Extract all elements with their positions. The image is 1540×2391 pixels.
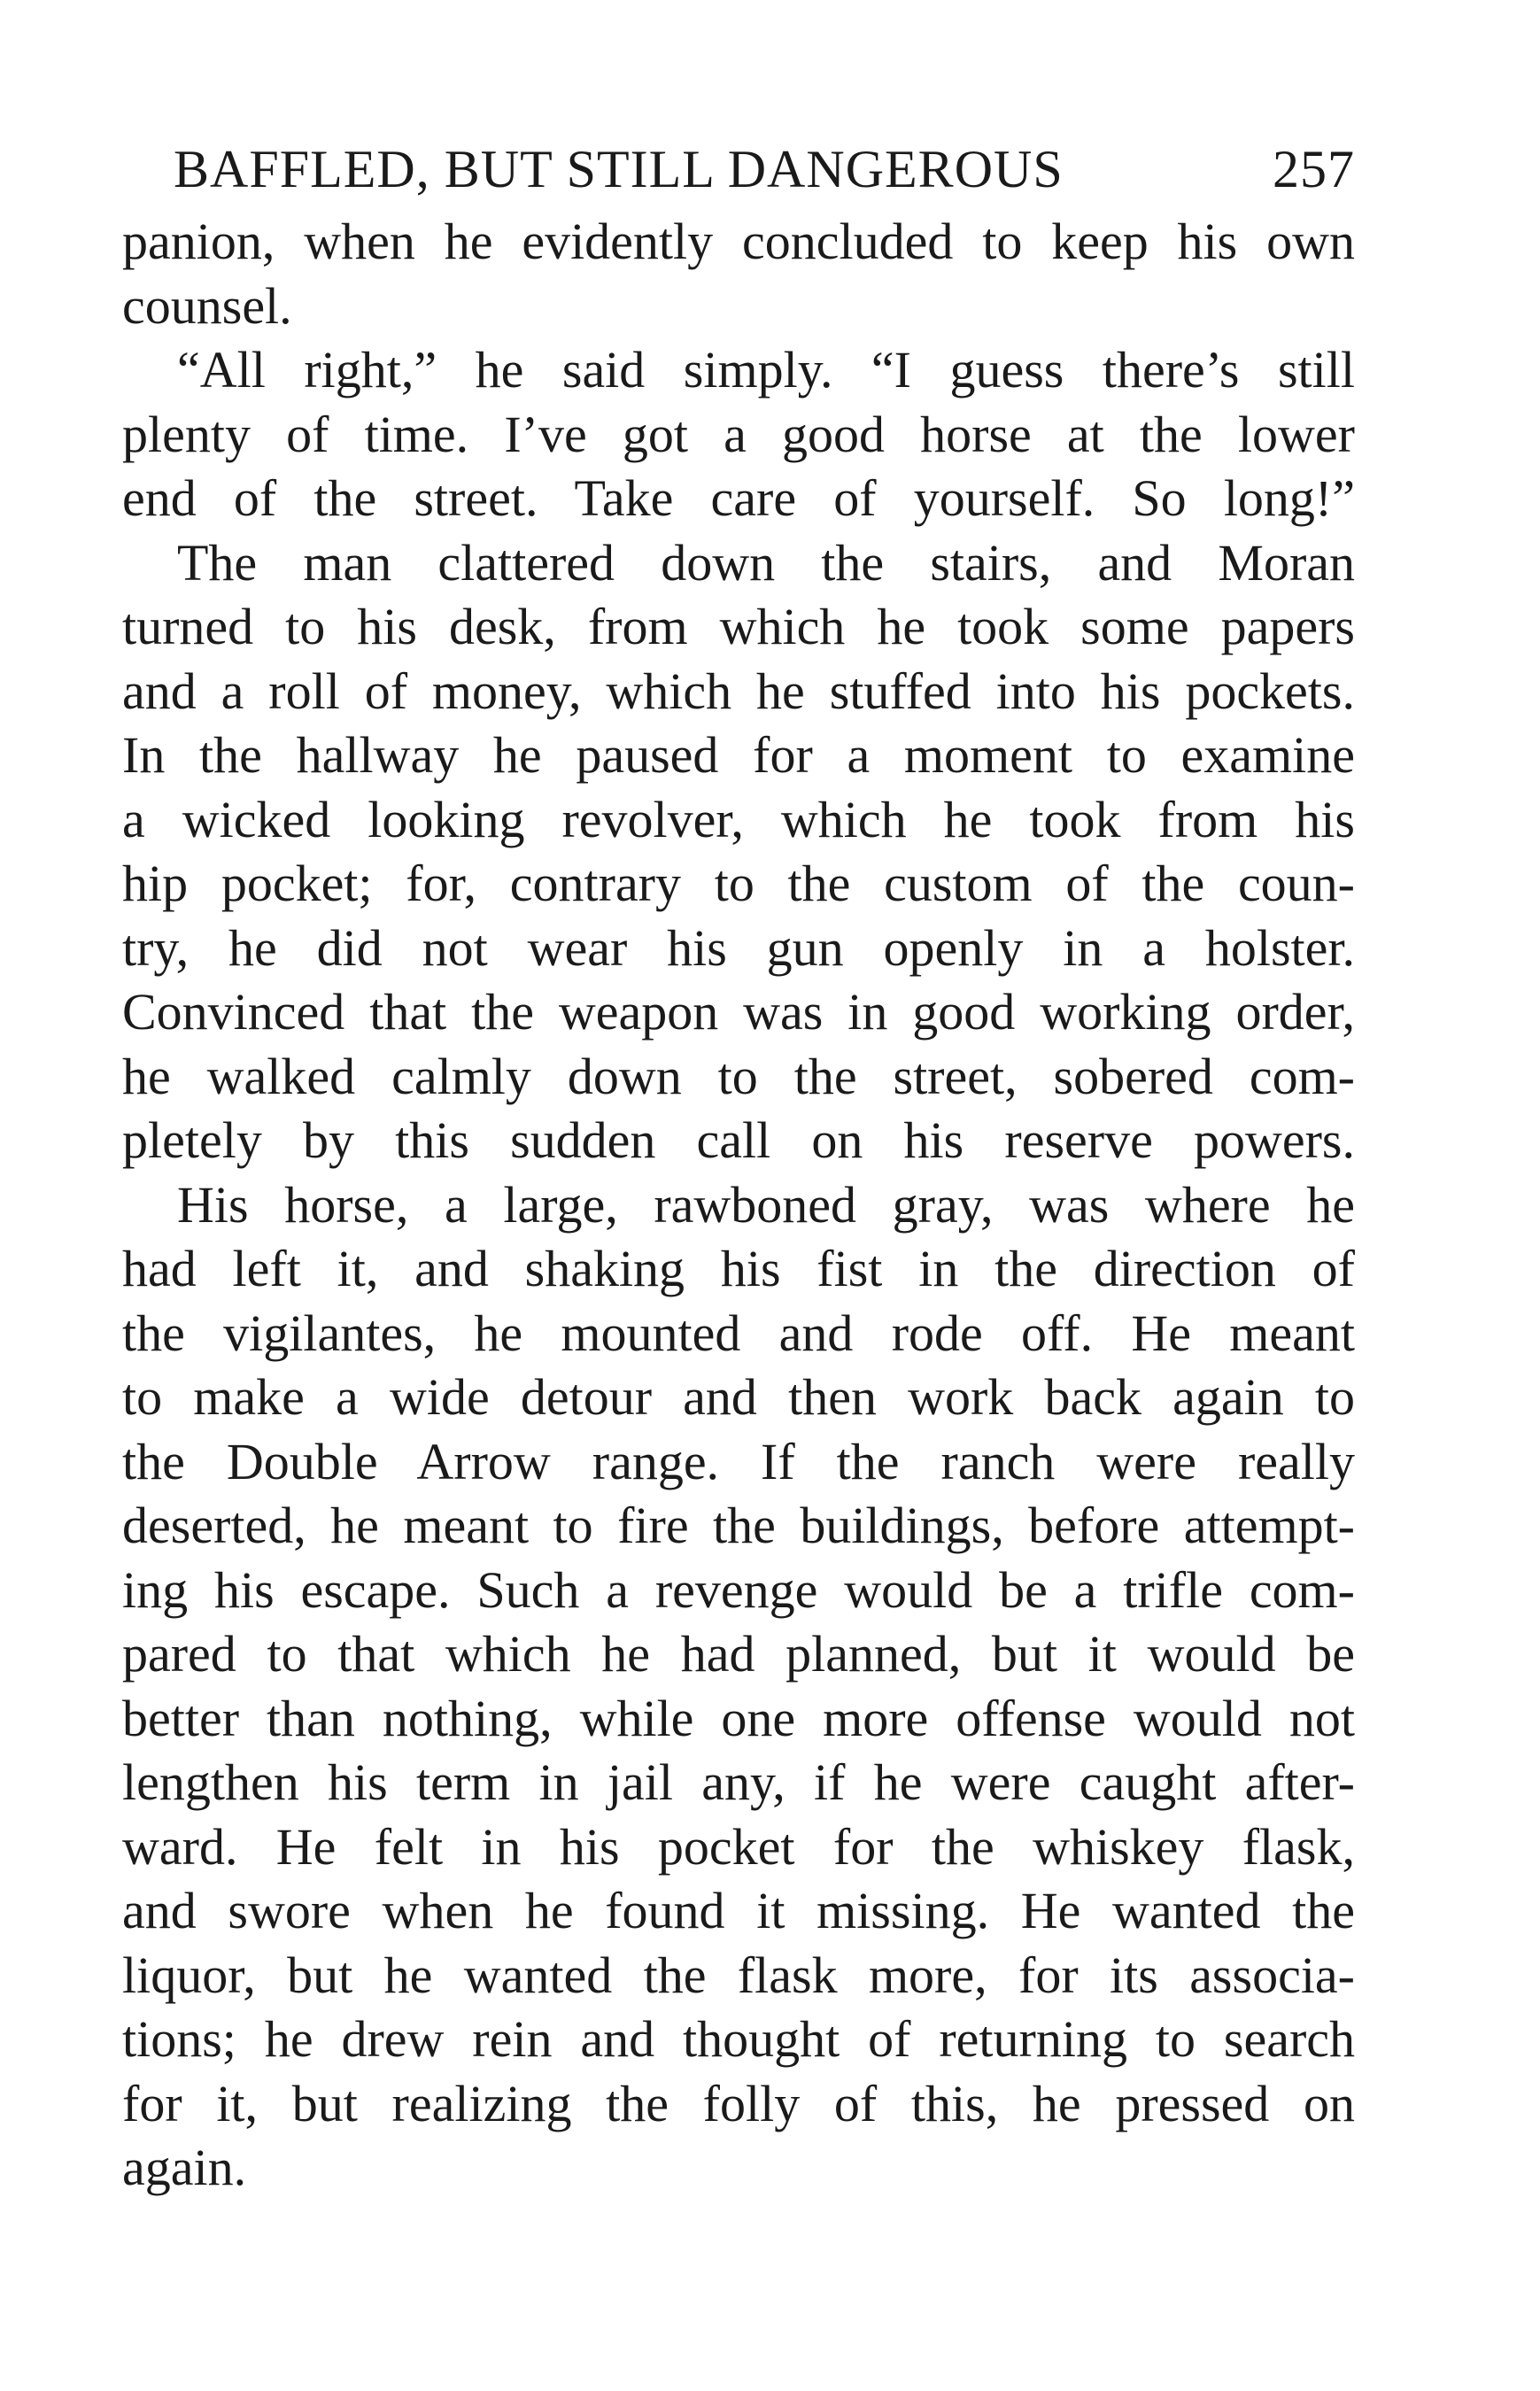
- text-line: hip pocket; for, contrary to the custom of the coun-: [122, 855, 1355, 912]
- text-line: panion, when he evidently concluded to keep his own: [122, 213, 1355, 270]
- text-line: The man clattered down the stairs, and Moran: [177, 533, 1355, 592]
- text-line: ward. He felt in his pocket for the whiskey flask,: [122, 1817, 1355, 1876]
- text-line: pared to that which he had planned, but it would be: [122, 1625, 1355, 1683]
- chapter-title: BAFFLED, BUT STILL DANGEROUS: [174, 140, 1064, 198]
- text-line: he walked calmly down to the street, sobered com-: [122, 1047, 1355, 1105]
- text-line: In the hallway he paused for a moment to examine: [122, 726, 1355, 784]
- text-line: pletely by this sudden call on his reserve powers.: [122, 1111, 1355, 1169]
- text-line: counsel.: [122, 276, 292, 335]
- text-line: plenty of time. I’ve got a good horse at the lower: [122, 405, 1355, 463]
- text-line: tions; he drew rein and thought of returning to search: [122, 2010, 1355, 2068]
- text-line: ing his escape. Such a revenge would be a trifle com-: [122, 1560, 1355, 1619]
- text-line: to make a wide detour and then work back again to: [122, 1368, 1355, 1426]
- text-line: the vigilantes, he mounted and rode off. He meant: [122, 1304, 1355, 1362]
- text-line: Convinced that the weapon was in good working order,: [122, 983, 1355, 1041]
- body-text: [122, 210, 1355, 2201]
- text-line: try, he did not wear his gun openly in a holster.: [122, 918, 1355, 977]
- text-line: His horse, a large, rawboned gray, was where he: [177, 1175, 1355, 1234]
- running-head: [174, 129, 1355, 209]
- text-line: “All right,” he said simply. “I guess there’s still: [177, 341, 1355, 398]
- text-line: had left it, and shaking his fist in the direction of: [122, 1240, 1355, 1297]
- text-line: for it, but realizing the folly of this, he pressed on: [122, 2074, 1355, 2132]
- text-line: end of the street. Take care of yourself. So long!”: [122, 469, 1355, 527]
- text-line: and a roll of money, which he stuffed into his pockets.: [122, 662, 1355, 720]
- text-line: again.: [122, 2139, 247, 2196]
- text-line: and swore when he found it missing. He wanted the: [122, 1882, 1355, 1939]
- text-line: a wicked looking revolver, which he took from his: [122, 790, 1355, 848]
- text-line: the Double Arrow range. If the ranch were really: [122, 1432, 1355, 1490]
- text-line: lengthen his term in jail any, if he were caught after-: [122, 1753, 1355, 1811]
- page-number: 257: [1273, 140, 1355, 198]
- text-line: deserted, he meant to fire the buildings, before attempt-: [122, 1497, 1355, 1554]
- text-line: better than nothing, while one more offense would not: [122, 1689, 1355, 1747]
- text-line: liquor, but he wanted the flask more, for its associa-: [122, 1946, 1355, 2004]
- text-line: turned to his desk, from which he took some papers: [122, 598, 1355, 655]
